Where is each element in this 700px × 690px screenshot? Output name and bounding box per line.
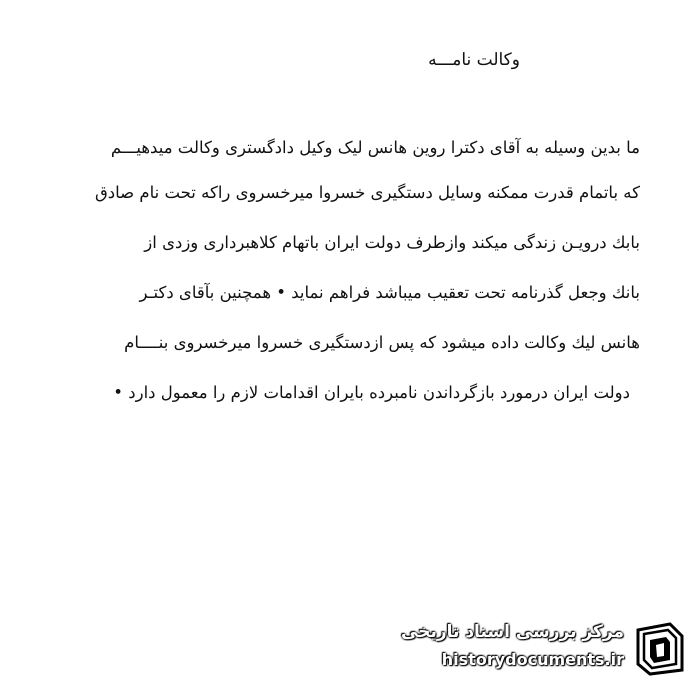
body-line: دولت ایران درمورد بازگرداندن نامبرده بایران اقدامات لازم را معمول دارد • [113, 383, 630, 402]
body-line: هانس لیك وکالت داده میشود که پس ازدستگیری خسروا میرخسروی بنــــام [124, 333, 640, 352]
archive-book-logo-icon [630, 620, 688, 678]
body-line: بانك وجعل گذرنامه تحت تعقیب میباشد فراهم نماید • همچنین بآقای دکتـر [139, 283, 640, 302]
body-line: ما بدین وسیله به آقای دکترا روین هانس لیک وکیل دادگستری وکالت میدهیـــم [110, 138, 640, 157]
document-title: وکالت نامـــه [428, 50, 520, 70]
watermark [398, 618, 688, 678]
watermark-title: مرکز بررسی اسناد تاریخی [401, 622, 624, 642]
body-line: بابك درویـن زندگی میکند وازطرف دولت ایران باتهام کلاهبرداری وزدی از [144, 233, 640, 252]
body-line: که باتمام قدرت ممکنه وسایل دستگیری خسروا میرخسروی راکه تحت نام صادق [94, 183, 640, 202]
watermark-url: historydocuments.ir [441, 650, 624, 669]
